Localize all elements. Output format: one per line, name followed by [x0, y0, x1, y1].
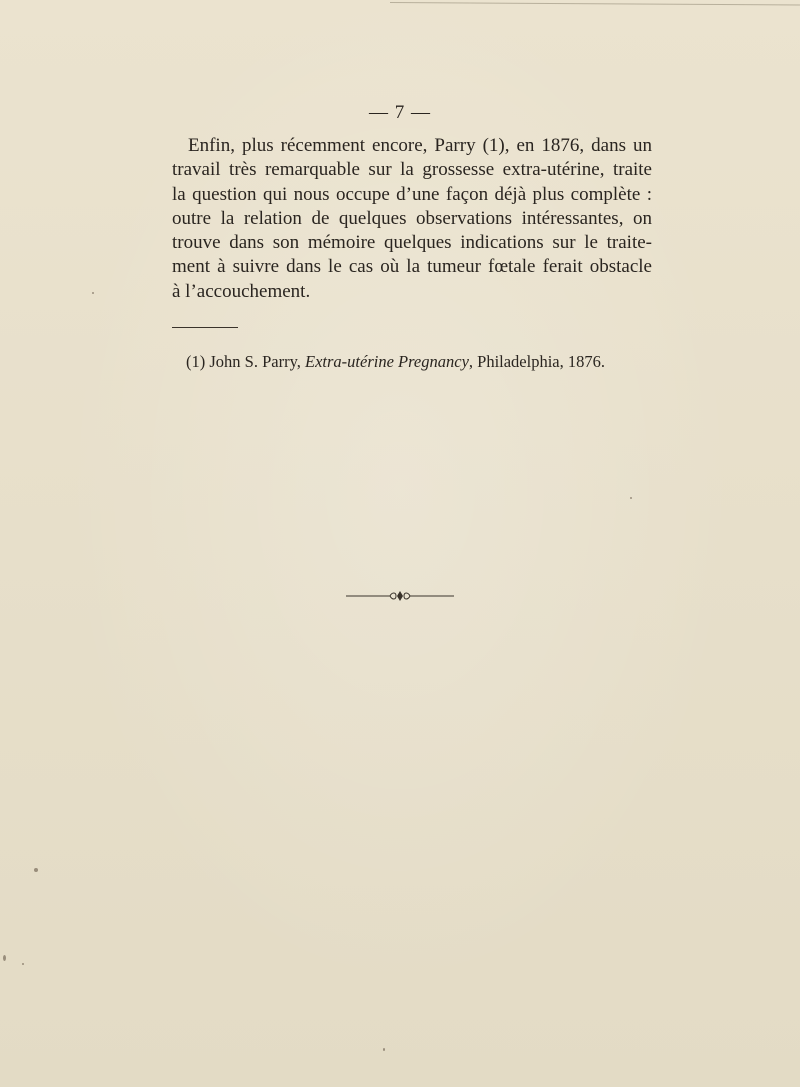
paragraph-line: la question qui nous occupe d’une façon déjà plus complète :	[172, 183, 652, 205]
footnote-suffix: , Philadelphia, 1876.	[468, 352, 605, 371]
paragraph-line: ment à suivre dans le cas où la tumeur fœtale ferait obstacle	[172, 256, 652, 278]
main-paragraph	[172, 134, 652, 304]
footnote-prefix: (1) John S. Parry,	[186, 352, 306, 371]
page-edge-line	[390, 2, 800, 10]
paragraph-line: travail très remarquable sur la grossesse extra-utérine, traite	[172, 159, 652, 181]
paragraph-line: trouve dans son mémoire quelques indications sur le traite-	[172, 232, 652, 254]
paper-speck	[22, 963, 24, 965]
paper-speck	[630, 497, 632, 499]
paragraph-line: Enfin, plus récemment encore, Parry (1), en 1876, dans un	[188, 135, 652, 156]
footnote	[186, 352, 646, 372]
ornament-divider	[346, 590, 454, 602]
page-number: — 7 —	[369, 102, 431, 123]
paper-speck	[92, 292, 94, 294]
paragraph-line: à l’accouchement.	[172, 280, 311, 302]
paper-speck	[3, 955, 6, 961]
paper-speck	[383, 1048, 385, 1051]
footnote-separator	[172, 327, 238, 328]
paragraph-line: outre la relation de quelques observations intéressantes, on	[172, 207, 652, 229]
paper-speck	[34, 868, 38, 872]
footnote-book-title: Extra-utérine Pregnancy	[305, 352, 469, 371]
